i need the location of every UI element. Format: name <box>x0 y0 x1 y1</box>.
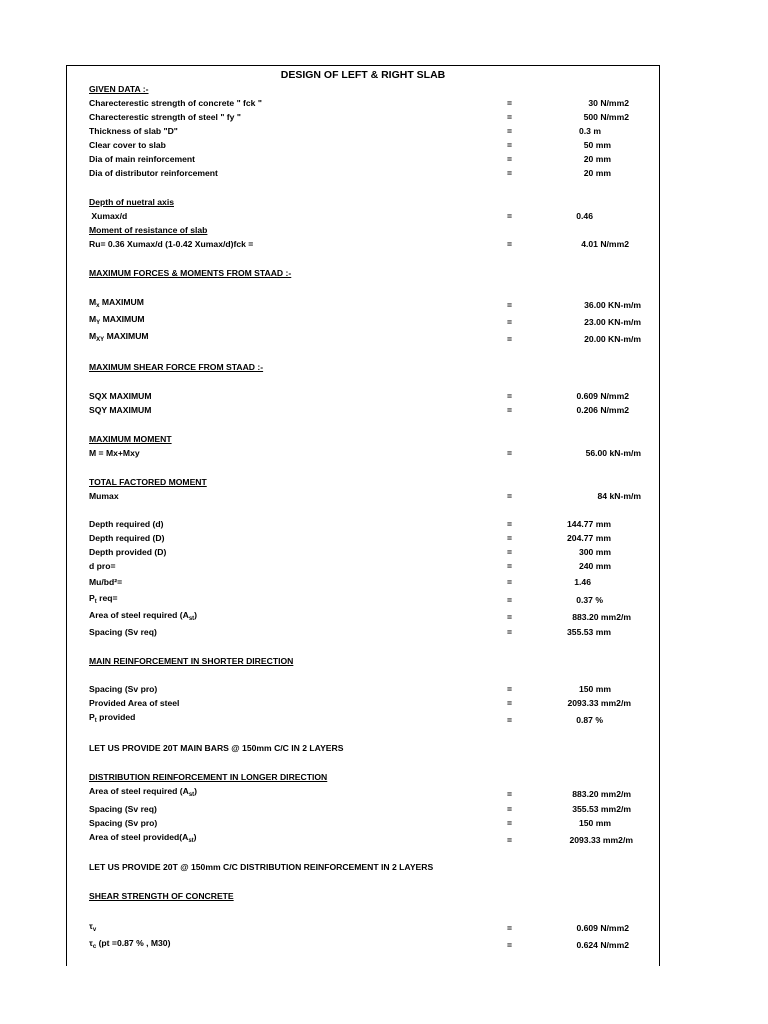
row-label: Charecterestic strength of concrete " fck " <box>89 98 262 108</box>
row-value: 84 kN-m/m <box>597 491 641 501</box>
provide-dist-row <box>89 862 649 876</box>
sheet-title: DESIGN OF LEFT & RIGHT SLAB <box>280 69 446 81</box>
neutral-heading: Depth of nuetral axis <box>89 197 174 207</box>
row-value: 4.01 N/mm2 <box>581 239 629 249</box>
equals-sign: = <box>507 595 513 605</box>
factored-heading: TOTAL FACTORED MOMENT <box>89 477 207 487</box>
equals-sign: = <box>507 940 513 950</box>
equals-sign: = <box>507 405 513 415</box>
moment-row <box>89 314 649 328</box>
row-label: Area of steel required $(A_{st})$ <box>89 786 198 798</box>
row-value: 23.00 KN-m/m <box>584 317 641 327</box>
row-value: 150 mm <box>578 818 611 828</box>
depth-row <box>89 519 649 533</box>
row-value: 20.00 KN-m/m <box>584 334 641 344</box>
xumax-row <box>89 211 649 225</box>
row-value: 36.00 KN-m/m <box>584 300 641 310</box>
depth-row <box>89 561 649 575</box>
given-row <box>89 168 649 182</box>
equals-sign: = <box>507 533 513 543</box>
tau-v-row <box>89 921 649 935</box>
equals-sign: = <box>507 561 513 571</box>
row-label: SQY MAXIMUM <box>89 405 152 415</box>
row-label: Provided Area of steel <box>89 698 180 708</box>
row-label: Spacing (Sv req) <box>89 804 157 814</box>
row-label: Area of steel $provided(A_{st})$ <box>89 832 197 844</box>
equals-sign: = <box>507 684 513 694</box>
row-label: Xumax/d <box>89 211 128 221</box>
row-value: 20 mm <box>583 168 611 178</box>
row-label: $P_t$ req= <box>89 593 118 605</box>
row-label: Spacing (Sv pro) <box>89 818 158 828</box>
maxmoment-heading-row <box>89 434 649 448</box>
mumax-row <box>89 491 649 505</box>
row-value: 0.624 N/mm2 <box>576 940 629 950</box>
factored-heading-row <box>89 477 649 491</box>
equals-sign: = <box>507 804 513 814</box>
equals-sign: = <box>507 300 513 310</box>
provide-main-row <box>89 743 649 757</box>
equals-sign: = <box>507 491 513 501</box>
row-label: Spacing (Sv pro) <box>89 684 158 694</box>
row-label: Charecterestic strength of steel " fy " <box>89 112 241 122</box>
row-label: M = Mx+Mxy <box>89 448 140 458</box>
shear-strength-heading-row <box>89 891 649 905</box>
shear-row <box>89 391 649 405</box>
equals-sign: = <box>507 112 513 122</box>
row-value: 0.609 N/mm2 <box>576 923 629 933</box>
dist-heading: DISTRIBUTION REINFORCEMENT IN LONGER DIRECTION <box>89 772 328 782</box>
row-label: $M_x$ MAXIMUM <box>89 297 144 309</box>
equals-sign: = <box>507 168 513 178</box>
row-label: SQX MAXIMUM <box>89 391 152 401</box>
row-label: Spacing (Sv req) <box>89 627 157 637</box>
main-heading: MAIN REINFORCEMENT IN SHORTER DIRECTION <box>89 656 294 666</box>
equals-sign: = <box>507 835 513 845</box>
provide-dist-note: LET US PROVIDE 20T @ 150mm C/C DISTRIBUTION REINFORCEMENT IN 2 LAYERS <box>89 862 434 872</box>
row-label: $\tau_v$ <box>89 921 97 933</box>
row-value: 2093.33 mm2/m <box>569 835 633 845</box>
ru-row <box>89 239 649 253</box>
row-label: Depth provided (D) <box>89 547 167 557</box>
depth-row <box>89 533 649 547</box>
design-sheet <box>66 65 660 966</box>
equals-sign: = <box>507 154 513 164</box>
dist-svreq-row <box>89 804 649 818</box>
sv-pro-row <box>89 684 649 698</box>
row-value: 20 mm <box>583 154 611 164</box>
row-label: Thickness of slab "D" <box>89 126 178 136</box>
row-value: 883.20 mm2/m <box>572 789 631 799</box>
row-value: 240 mm <box>578 561 611 571</box>
equals-sign: = <box>507 448 513 458</box>
ast-req-row <box>89 610 649 624</box>
depth-row <box>89 577 649 591</box>
dist-prov-row <box>89 832 649 846</box>
row-value: 150 mm <box>578 684 611 694</box>
provide-main-note: LET US PROVIDE 20T MAIN BARS @ 150mm C/C IN 2 LAYERS <box>89 743 344 753</box>
given-row <box>89 112 649 126</box>
equals-sign: = <box>507 519 513 529</box>
row-label: Depth required (D) <box>89 533 165 543</box>
shear-strength-heading: SHEAR STRENGTH OF CONCRETE <box>89 891 234 901</box>
pt-prov-row <box>89 712 649 726</box>
row-label: $P_t$ provided <box>89 712 136 724</box>
shear-row <box>89 405 649 419</box>
row-value: 0.3 m <box>579 126 601 136</box>
row-value: 0.206 N/mm2 <box>576 405 629 415</box>
row-value: 30 N/mm2 <box>588 98 629 108</box>
row-label: Depth required (d) <box>89 519 164 529</box>
row-label: $M_Y$ MAXIMUM <box>89 314 145 326</box>
given-heading-row <box>89 84 649 98</box>
equals-sign: = <box>507 140 513 150</box>
moment-row <box>89 297 649 311</box>
moment-row <box>89 331 649 345</box>
pt-req-row <box>89 593 649 607</box>
shear-heading: MAXIMUM SHEAR FORCE FROM STAAD :- <box>89 362 264 372</box>
row-label: Mumax <box>89 491 119 501</box>
row-label: Dia of distributor reinforcement <box>89 168 218 178</box>
prov-area-row <box>89 698 649 712</box>
row-value: 0.609 N/mm2 <box>576 391 629 401</box>
row-label: d pro= <box>89 561 116 571</box>
equals-sign: = <box>507 612 513 622</box>
row-label: Ru= 0.36 Xumax/d (1-0.42 Xumax/d)fck = <box>89 239 254 249</box>
row-label: Clear cover to slab <box>89 140 166 150</box>
row-value: 355.53 mm <box>567 627 611 637</box>
row-label: $\tau_c$ (pt =0.87 % , M30) <box>89 938 171 950</box>
equals-sign: = <box>507 317 513 327</box>
row-label: Dia of main reinforcement <box>89 154 196 164</box>
given-heading: GIVEN DATA :- <box>89 84 149 94</box>
depth-row <box>89 547 649 561</box>
equals-sign: = <box>507 818 513 828</box>
equals-sign: = <box>507 789 513 799</box>
row-value: 1.46 <box>574 577 591 587</box>
equals-sign: = <box>507 391 513 401</box>
row-value: 144.77 mm <box>567 519 611 529</box>
row-value: 0.37 % <box>576 595 603 605</box>
equals-sign: = <box>507 211 513 221</box>
equals-sign: = <box>507 98 513 108</box>
m-row <box>89 448 649 462</box>
given-row <box>89 126 649 140</box>
equals-sign: = <box>507 577 513 587</box>
dist-heading-row <box>89 772 649 786</box>
given-row <box>89 154 649 168</box>
equals-sign: = <box>507 334 513 344</box>
tau-c-row <box>89 938 649 952</box>
maxmoment-heading: MAXIMUM MOMENT <box>89 434 172 444</box>
given-row <box>89 98 649 112</box>
neutral-heading-row <box>89 197 649 211</box>
row-value: 0.87 % <box>576 715 603 725</box>
sv-req-row <box>89 627 649 641</box>
row-value: 300 mm <box>578 547 611 557</box>
row-label: Mu/bd²= <box>89 577 123 587</box>
resistance-heading: Moment of resistance of slab <box>89 225 208 235</box>
equals-sign: = <box>507 547 513 557</box>
equals-sign: = <box>507 239 513 249</box>
row-label: Area of steel required $(A_{st})$ <box>89 610 198 622</box>
equals-sign: = <box>507 627 513 637</box>
row-value: 50 mm <box>583 140 611 150</box>
equals-sign: = <box>507 923 513 933</box>
resistance-heading-row <box>89 225 649 239</box>
forces-heading: MAXIMUM FORCES & MOMENTS FROM STAAD :- <box>89 268 292 278</box>
forces-heading-row <box>89 268 649 282</box>
equals-sign: = <box>507 126 513 136</box>
dist-ast-row <box>89 786 649 800</box>
row-value: 56.00 kN-m/m <box>585 448 641 458</box>
row-label: $M_{XY}$ MAXIMUM <box>89 331 149 343</box>
row-value: 2093.33 mm2/m <box>567 698 631 708</box>
row-value: 204.77 mm <box>567 533 611 543</box>
given-row <box>89 140 649 154</box>
row-value: 500 N/mm2 <box>583 112 629 122</box>
row-value: 883.20 mm2/m <box>572 612 631 622</box>
main-heading-row <box>89 656 649 670</box>
row-value: 0.46 <box>576 211 593 221</box>
shear-heading-row <box>89 362 649 376</box>
row-value: 355.53 mm2/m <box>572 804 631 814</box>
equals-sign: = <box>507 715 513 725</box>
dist-svpro-row <box>89 818 649 832</box>
equals-sign: = <box>507 698 513 708</box>
